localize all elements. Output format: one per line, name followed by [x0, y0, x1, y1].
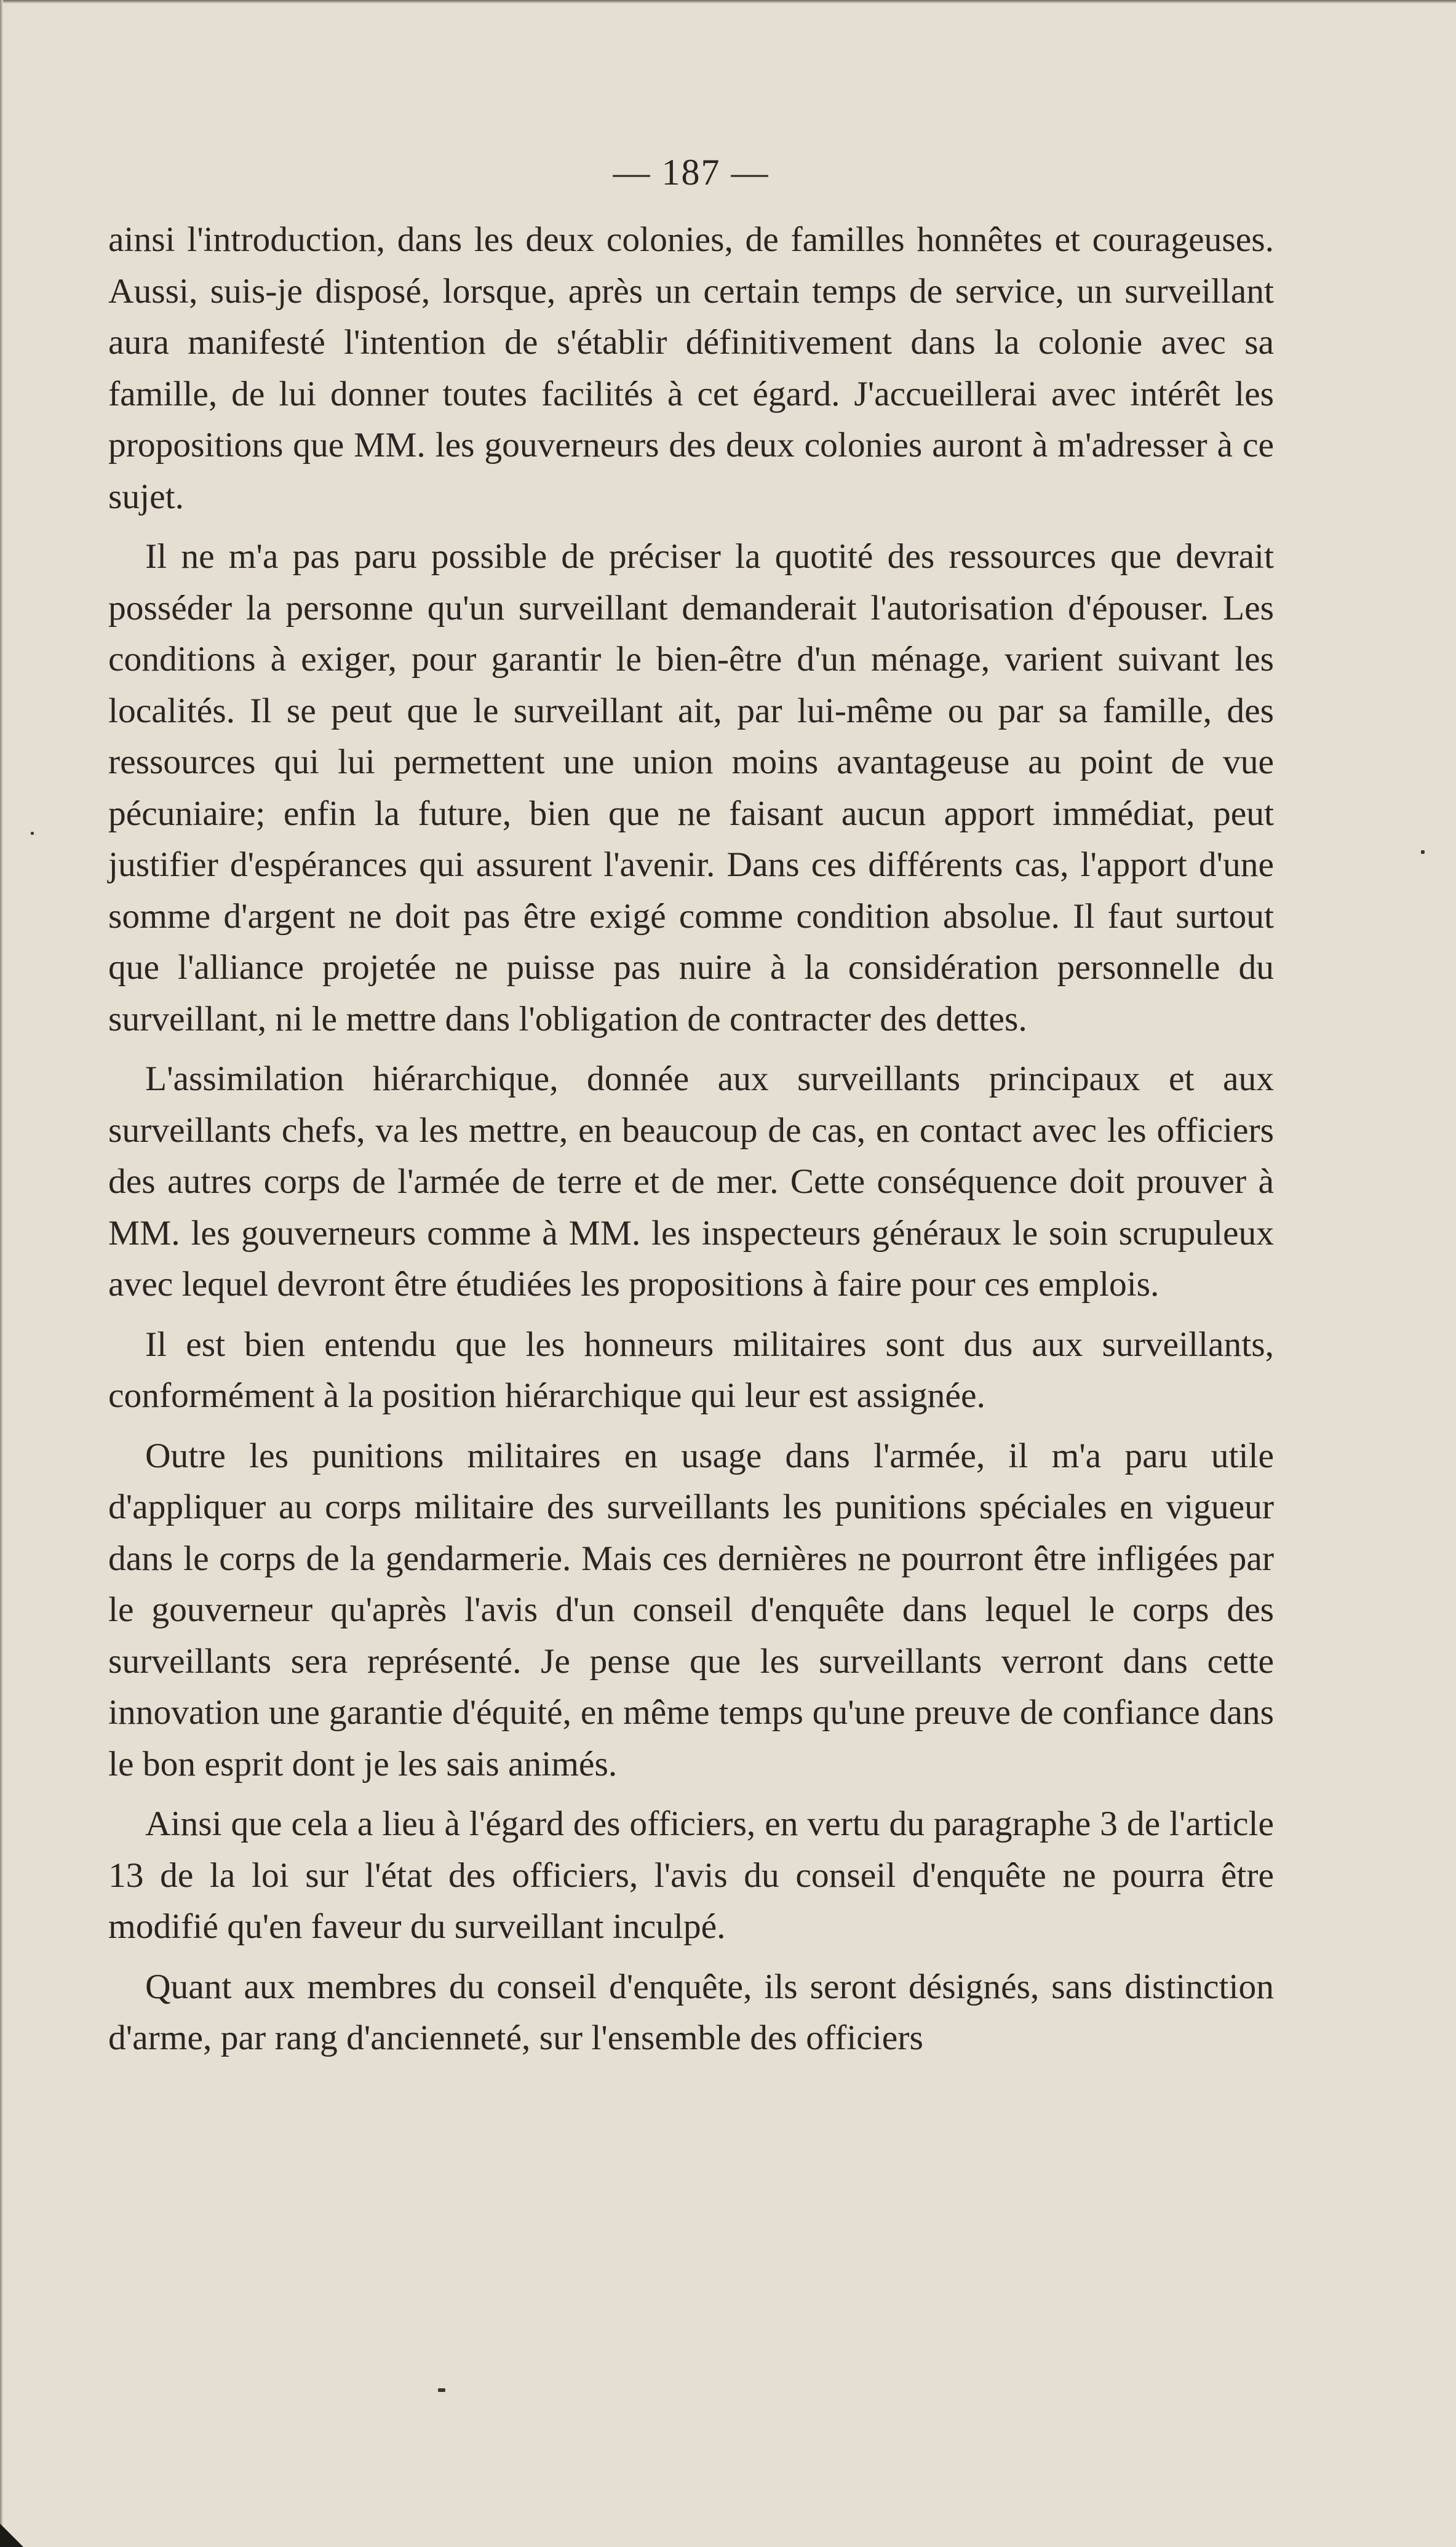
scan-speck: [438, 2388, 445, 2392]
page-number: — 187 —: [613, 152, 770, 193]
paragraph-1: ainsi l'introduction, dans les deux colonies, de familles honnêtes et courageuses. Aussi, suis-je disposé, lorsque, après un certain temps de service, un surveillant aura manifesté l'intention de s'établir définitivement dans la colonie avec sa famille, de lui donner toutes facilités à cet égard. J'accueillerai avec intérêt les propositions que MM. les gouverneurs des deux colonies auront à m'adresser à ce sujet.: [108, 220, 1274, 516]
scan-corner: [0, 2524, 23, 2547]
scan-edge-top: [0, 0, 1456, 4]
document-page: [108, 148, 1274, 2073]
paragraph-5: Outre les punitions militaires en usage dans l'armée, il m'a paru utile d'appliquer au corps militaire des surveillants les punitions spéciales en vigueur dans le corps de la gendarmerie. Mais ces dernières ne pourront être infligées par le gouverneur qu'après l'avis d'un conseil d'enquête dans lequel le corps des surveillants sera représenté. Je pense que les surveillants verront dans cette innovation une garantie d'équité, en même temps qu'une preuve de confiance dans le bon esprit dont je les sais animés.: [108, 1436, 1274, 1784]
paragraph-3: L'assimilation hiérarchique, donnée aux surveillants principaux et aux surveillants chefs, va les mettre, en beaucoup de cas, en contact avec les officiers des autres corps de l'armée de terre et de mer. Cette conséquence doit prouver à MM. les gouverneurs comme à MM. les inspecteurs généraux le soin scrupuleux avec lequel devront être étudiées les propositions à faire pour ces emplois.: [108, 1059, 1274, 1304]
paragraph-2: Il ne m'a pas paru possible de préciser la quotité des ressources que devrait posséder la personne qu'un surveillant demanderait l'autorisation d'épouser. Les conditions à exiger, pour garantir le bien-être d'un ménage, varient suivant les localités. Il se peut que le surveillant ait, par lui-même ou par sa famille, des ressources qui lui permettent une union moins avantageuse au point de vue pécuniaire; enfin la future, bien que ne faisant aucun apport immédiat, peut justifier d'espérances qui assurent l'avenir. Dans ces différents cas, l'apport d'une somme d'argent ne doit pas être exigé comme condition absolue. Il faut surtout que l'alliance projetée ne puisse pas nuire à la considération personnelle du surveillant, ni le mettre dans l'obligation de contracter des dettes.: [108, 537, 1274, 1038]
paragraph-7: Quant aux membres du conseil d'enquête, ils seront désignés, sans distinction d'arme, par rang d'ancienneté, sur l'ensemble des officiers: [108, 1967, 1274, 2057]
paragraph-6: Ainsi que cela a lieu à l'égard des officiers, en vertu du paragraphe 3 de l'article 13 de la loi sur l'état des officiers, l'avis du conseil d'enquête ne pourra être modifié qu'en faveur du surveillant inculpé.: [108, 1804, 1274, 1946]
scan-speck: [31, 832, 34, 835]
paragraph-4: Il est bien entendu que les honneurs militaires sont dus aux surveillants, conformément à la position hiérarchique qui leur est assignée.: [108, 1325, 1274, 1415]
body-text: [108, 214, 1274, 2064]
scan-edge-left: [0, 0, 3, 2547]
scan-speck: [1421, 850, 1425, 854]
